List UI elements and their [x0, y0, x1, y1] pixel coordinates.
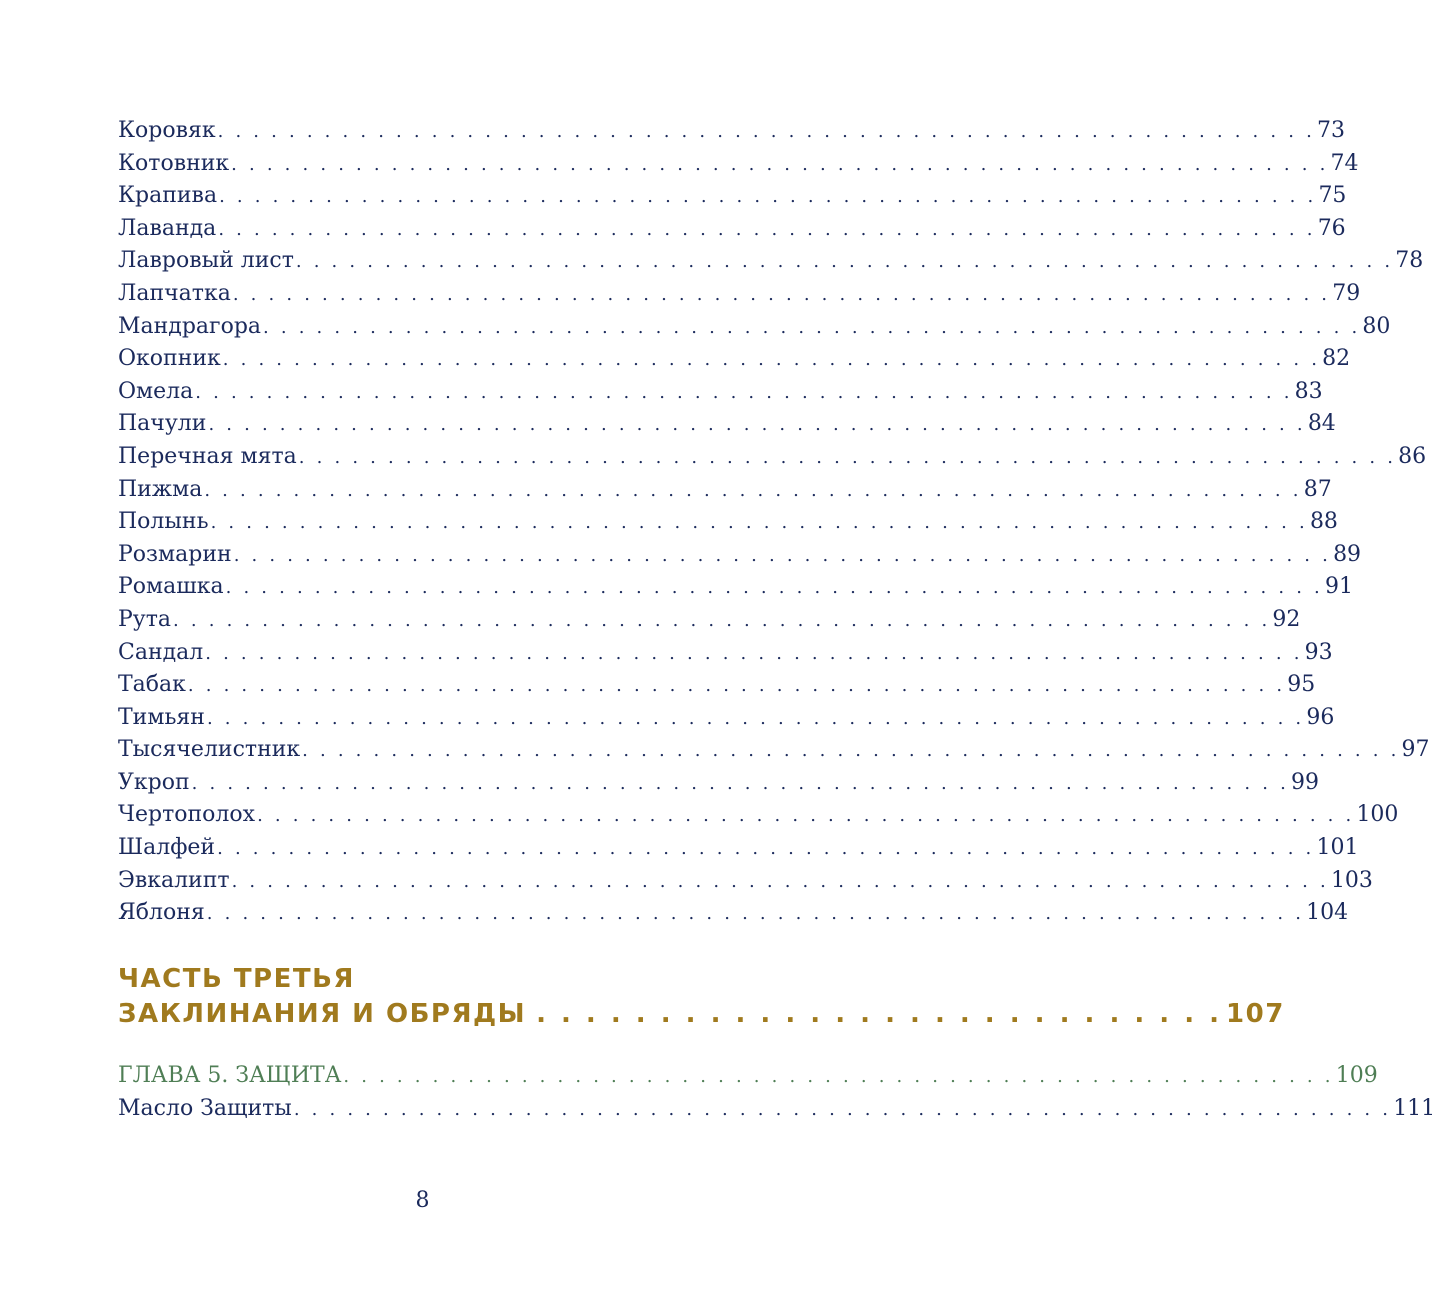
toc-entry-page: 100 — [1356, 802, 1399, 828]
toc-entry-page: 82 — [1322, 346, 1351, 372]
leader-dots: . . . . . . . . . . . . . . . . . . . . . . . . . . . . . . . . . . . . . . . . . . . . . . . . . . . . . . . . . . . . . . — [231, 870, 1329, 892]
chapter-section — [118, 1063, 1435, 1128]
leader-dots: . . . . . . . . . . . . . . . . . . . . . . . . . . . . . . . . . . . . . . . . . . . . . . . . . . . . . . . . . . . . . . — [302, 740, 1400, 762]
toc-list — [118, 118, 1430, 933]
toc-entry-page: 92 — [1272, 606, 1301, 632]
toc-entry — [118, 476, 1332, 510]
toc-entry-label: Тимьян — [118, 704, 205, 730]
toc-entry — [118, 574, 1353, 607]
toc-entry-label: Омела — [118, 378, 194, 404]
toc-entry — [118, 769, 1320, 803]
part-title: ЧАСТЬ ТРЕТЬЯ — [118, 964, 355, 994]
toc-entry — [118, 215, 1346, 249]
toc-entry — [118, 802, 1399, 835]
toc-entry-label: Пижма — [118, 476, 203, 502]
toc-entry-label: Яблоня — [118, 900, 205, 926]
toc-entry-label: Масло Защиты — [118, 1095, 292, 1121]
toc-entry-label: Полынь — [118, 509, 209, 535]
leader-dots: . . . . . . . . . . . . . . . . . . . . . . . . . . . . . . . . . . . . . . . . . . . . . . . . . . . . . . . . . . . . . . — [218, 218, 1316, 240]
toc-entry-page: 97 — [1401, 737, 1430, 763]
toc-entry-label: Лавровый лист — [118, 248, 294, 274]
leader-dots: . . . . . . . . . . . . . . . . . . . . . . . . . . . . . . . . . . . . . . . . . . . . . . . . . . . . . . . . . . . . . . — [225, 577, 1323, 599]
toc-entry — [118, 346, 1351, 379]
chapter-heading-row — [118, 1063, 1378, 1096]
toc-entry-label: Чертополох — [118, 802, 256, 828]
leader-dots: . . . . . . . . . . . . . . . . . . . . . . . . . . . . . . . . . . . . . . . . . . . . . . . . . . . . . . . . . . . . . . — [298, 446, 1397, 468]
toc-entry — [118, 900, 1349, 933]
toc-entry — [118, 606, 1301, 640]
toc-entry-page: 104 — [1306, 900, 1349, 926]
toc-entry-page: 73 — [1317, 118, 1345, 143]
leader-dots: . . . . . . . . . . . . . . . . . . . . . . . . . . . . — [536, 999, 1223, 1029]
toc-entry — [118, 672, 1316, 705]
toc-entry — [118, 835, 1359, 868]
leader-dots: . . . . . . . . . . . . . . . . . . . . . . . . . . . . . . . . . . . . . . . . . . . . . . . . . . . . . . . . . . . . . . — [195, 381, 1293, 403]
toc-entry-label: Лапчатка — [118, 280, 231, 306]
toc-entry — [118, 313, 1391, 347]
toc-entry-label: Мандрагора — [118, 313, 262, 339]
toc-entry-label: Ромашка — [118, 574, 224, 600]
toc-entry-page: 99 — [1291, 769, 1320, 795]
toc-entry-page: 103 — [1330, 867, 1373, 893]
toc-entry-label: Перечная мята — [118, 443, 297, 469]
toc-entry — [118, 150, 1359, 184]
leader-dots: . . . . . . . . . . . . . . . . . . . . . . . . . . . . . . . . . . . . . . . . . . . . . . . . . . . . . . . . . . . . . . — [219, 186, 1317, 208]
toc-entry-label: Укроп — [118, 769, 190, 795]
toc-entry — [118, 737, 1430, 770]
toc-entry — [118, 1095, 1435, 1129]
toc-entry-label: Шалфей — [118, 835, 216, 861]
toc-entry-label: Эвкалипт — [118, 867, 230, 893]
toc-entry — [118, 639, 1333, 673]
toc-entry-page: 101 — [1316, 835, 1359, 861]
leader-dots: . . . . . . . . . . . . . . . . . . . . . . . . . . . . . . . . . . . . . . . . . . . . . . . . . . . . . . . . . . . . . . — [222, 349, 1321, 371]
part-heading — [118, 962, 1285, 1032]
leader-dots: . . . . . . . . . . . . . . . . . . . . . . . . . . . . . . . . . . . . . . . . . . . . . . . . . . . . . . . . . . . . . . — [206, 903, 1305, 925]
toc-entry-label: Крапива — [118, 183, 218, 209]
toc-entry-page: 79 — [1332, 280, 1361, 306]
toc-entry-page: 89 — [1333, 541, 1362, 567]
toc-entry-page: 76 — [1317, 215, 1346, 241]
leader-dots: . . . . . . . . . . . . . . . . . . . . . . . . . . . . . . . . . . . . . . . . . . . . . . . . . . . . . . . . . . . . . . — [217, 121, 1315, 142]
leader-dots: . . . . . . . . . . . . . . . . . . . . . . . . . . . . . . . . . . . . . . . . . . . . . . . . . . . . . . . . . . . . . . — [210, 512, 1308, 534]
toc-entry-page: 96 — [1306, 704, 1335, 730]
leader-dots: . . . . . . . . . . . . . . . . . . . . . . . . . . . . . . . . . . . . . . . . . . . . . . . . . . . . . . . . . . . . . . — [187, 675, 1286, 697]
toc-entry-page: 93 — [1304, 639, 1333, 665]
toc-entry-page: 78 — [1395, 248, 1424, 274]
leader-dots: . . . . . . . . . . . . . . . . . . . . . . . . . . . . . . . . . . . . . . . . . . . . . . . . . . . . . . . . . . . . . . — [173, 609, 1271, 631]
toc-entry-page: 111 — [1393, 1095, 1435, 1121]
toc-entry — [118, 280, 1361, 314]
part-page-number: 107 — [1226, 999, 1285, 1029]
leader-dots: . . . . . . . . . . . . . . . . . . . . . . . . . . . . . . . . . . . . . . . . . . . . . . . . . . . . . . . . — [343, 1066, 1334, 1087]
toc-entry — [118, 411, 1336, 444]
leader-dots: . . . . . . . . . . . . . . . . . . . . . . . . . . . . . . . . . . . . . . . . . . . . . . . . . . . . . . . . . . . . . . — [233, 544, 1332, 566]
leader-dots: . . . . . . . . . . . . . . . . . . . . . . . . . . . . . . . . . . . . . . . . . . . . . . . . . . . . . . . . . . . . . . — [204, 479, 1302, 501]
part-subtitle-row — [118, 996, 1285, 1032]
toc-entry — [118, 378, 1323, 412]
leader-dots: . . . . . . . . . . . . . . . . . . . . . . . . . . . . . . . . . . . . . . . . . . . . . . . . . . . . . . . . . . . . . . — [263, 316, 1361, 338]
toc-entry-page: 88 — [1309, 509, 1338, 535]
toc-entry-page: 95 — [1287, 672, 1316, 698]
leader-dots: . . . . . . . . . . . . . . . . . . . . . . . . . . . . . . . . . . . . . . . . . . . . . . . . . . . . . . . . . . . . . . — [231, 153, 1329, 175]
toc-entry-page: 74 — [1330, 150, 1359, 176]
toc-entry-page: 91 — [1324, 574, 1353, 600]
toc-entry — [118, 183, 1347, 216]
leader-dots: . . . . . . . . . . . . . . . . . . . . . . . . . . . . . . . . . . . . . . . . . . . . . . . . . . . . . . . . . . . . . . — [206, 707, 1305, 729]
toc-entry-page: 75 — [1318, 183, 1347, 209]
toc-entry — [118, 248, 1424, 281]
toc-entry-page: 84 — [1307, 411, 1336, 437]
part-subtitle: ЗАКЛИНАНИЯ И ОБРЯДЫ — [118, 999, 527, 1029]
chapter-heading: ГЛАВА 5. ЗАЩИТА — [118, 1063, 342, 1088]
toc-entry — [118, 509, 1338, 542]
toc-entry-label: Рута — [118, 606, 172, 632]
toc-entry — [118, 541, 1362, 575]
leader-dots: . . . . . . . . . . . . . . . . . . . . . . . . . . . . . . . . . . . . . . . . . . . . . . . . . . . . . . . . . . . . . . — [293, 1098, 1392, 1120]
page-number: 8 — [415, 1188, 430, 1213]
toc-entry-label: Котовник — [118, 150, 230, 176]
toc-entry — [118, 867, 1373, 901]
toc-entry — [118, 704, 1335, 738]
toc-entry-label: Окопник — [118, 346, 221, 372]
toc-entry — [118, 443, 1427, 477]
toc-entry-label: Розмарин — [118, 541, 232, 567]
toc-entry-label: Табак — [118, 672, 186, 698]
chapter-page-number: 109 — [1335, 1063, 1378, 1088]
toc-entry-page: 86 — [1398, 443, 1427, 469]
chapter-entries — [118, 1095, 1435, 1129]
toc-entry-label: Тысячелистник — [118, 737, 301, 763]
leader-dots: . . . . . . . . . . . . . . . . . . . . . . . . . . . . . . . . . . . . . . . . . . . . . . . . . . . . . . . . . . . . . . — [217, 838, 1315, 860]
toc-entry-label: Сандал — [118, 639, 204, 665]
leader-dots: . . . . . . . . . . . . . . . . . . . . . . . . . . . . . . . . . . . . . . . . . . . . . . . . . . . . . . . . . . . . . . — [205, 642, 1303, 664]
toc-entry-page: 87 — [1303, 476, 1332, 502]
leader-dots: . . . . . . . . . . . . . . . . . . . . . . . . . . . . . . . . . . . . . . . . . . . . . . . . . . . . . . . . . . . . . . — [257, 805, 1355, 827]
toc-entry — [118, 118, 1345, 151]
leader-dots: . . . . . . . . . . . . . . . . . . . . . . . . . . . . . . . . . . . . . . . . . . . . . . . . . . . . . . . . . . . . . . — [295, 251, 1394, 273]
leader-dots: . . . . . . . . . . . . . . . . . . . . . . . . . . . . . . . . . . . . . . . . . . . . . . . . . . . . . . . . . . . . . . — [232, 283, 1331, 305]
toc-entry-label: Пачули — [118, 411, 207, 437]
toc-entry-page: 80 — [1362, 313, 1391, 339]
toc-entry-label: Коровяк — [118, 118, 216, 143]
leader-dots: . . . . . . . . . . . . . . . . . . . . . . . . . . . . . . . . . . . . . . . . . . . . . . . . . . . . . . . . . . . . . . — [208, 414, 1306, 436]
toc-entry-page: 83 — [1294, 378, 1323, 404]
toc-entry-label: Лаванда — [118, 215, 217, 241]
leader-dots: . . . . . . . . . . . . . . . . . . . . . . . . . . . . . . . . . . . . . . . . . . . . . . . . . . . . . . . . . . . . . . — [191, 772, 1290, 794]
